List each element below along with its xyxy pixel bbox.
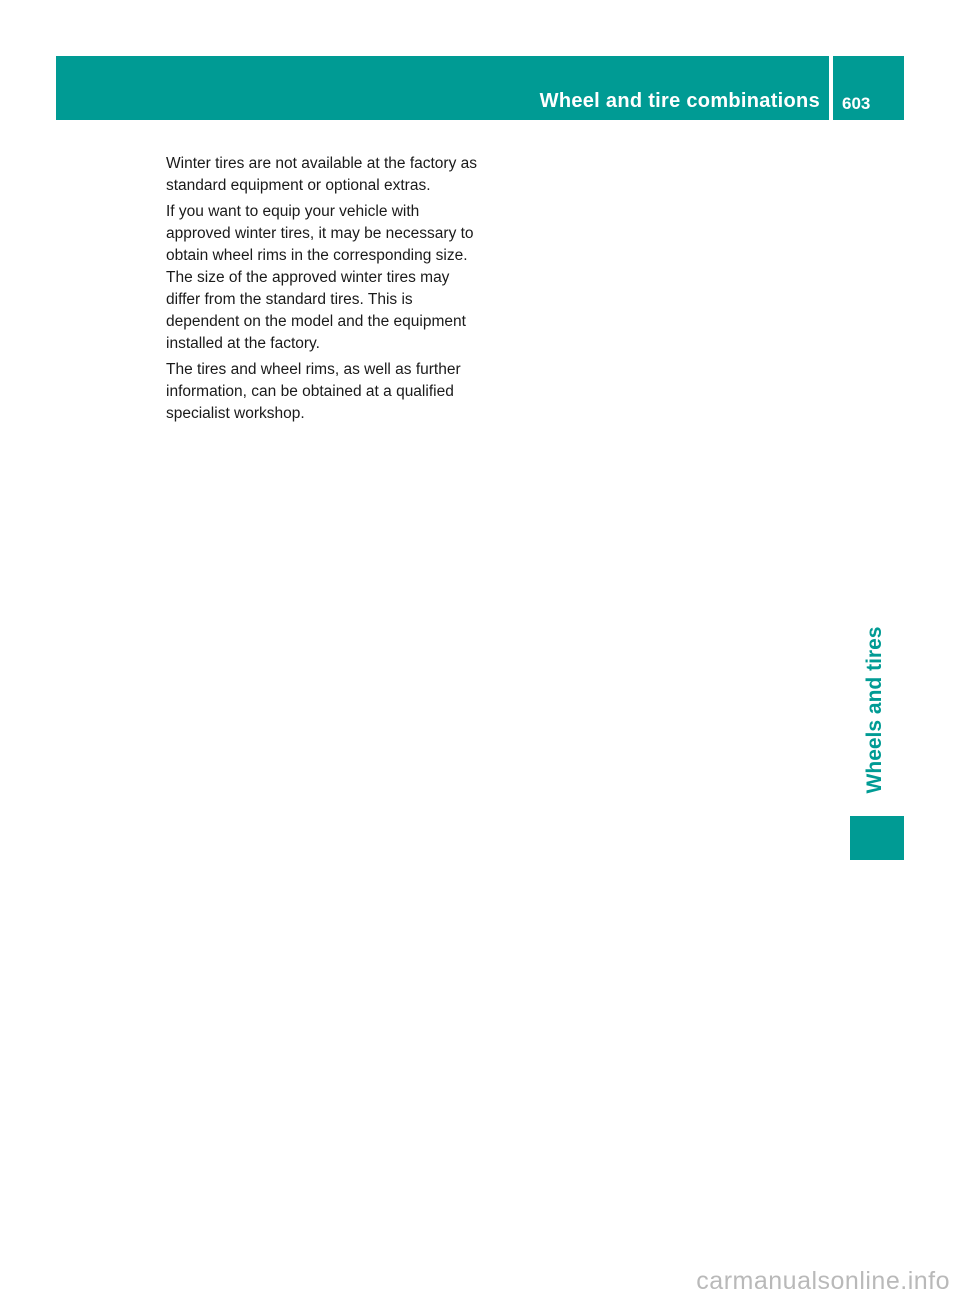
body-text [166, 153, 484, 429]
chapter-tab [863, 625, 887, 795]
section-title: Wheel and tire combinations [539, 90, 820, 112]
paragraph: Winter tires are not available at the factory as standard equipment or optional extras. [166, 155, 478, 194]
paragraph: If you want to equip your vehicle with approved winter tires, it may be necessary to obtain wheel rims in the corresponding size. The size of the approved winter tires may differ from the standard tires. This is dependent on the model and the equipment installed at the factory. [166, 203, 474, 352]
watermark-text: carmanualsonline.info [696, 1267, 950, 1295]
chapter-tab-label: Wheels and tires [863, 626, 886, 794]
chapter-tab-marker [850, 816, 904, 860]
page-number: 603 [842, 94, 871, 113]
paragraph: The tires and wheel rims, as well as further information, can be obtained at a qualified specialist workshop. [166, 361, 461, 422]
header-divider [829, 56, 833, 120]
